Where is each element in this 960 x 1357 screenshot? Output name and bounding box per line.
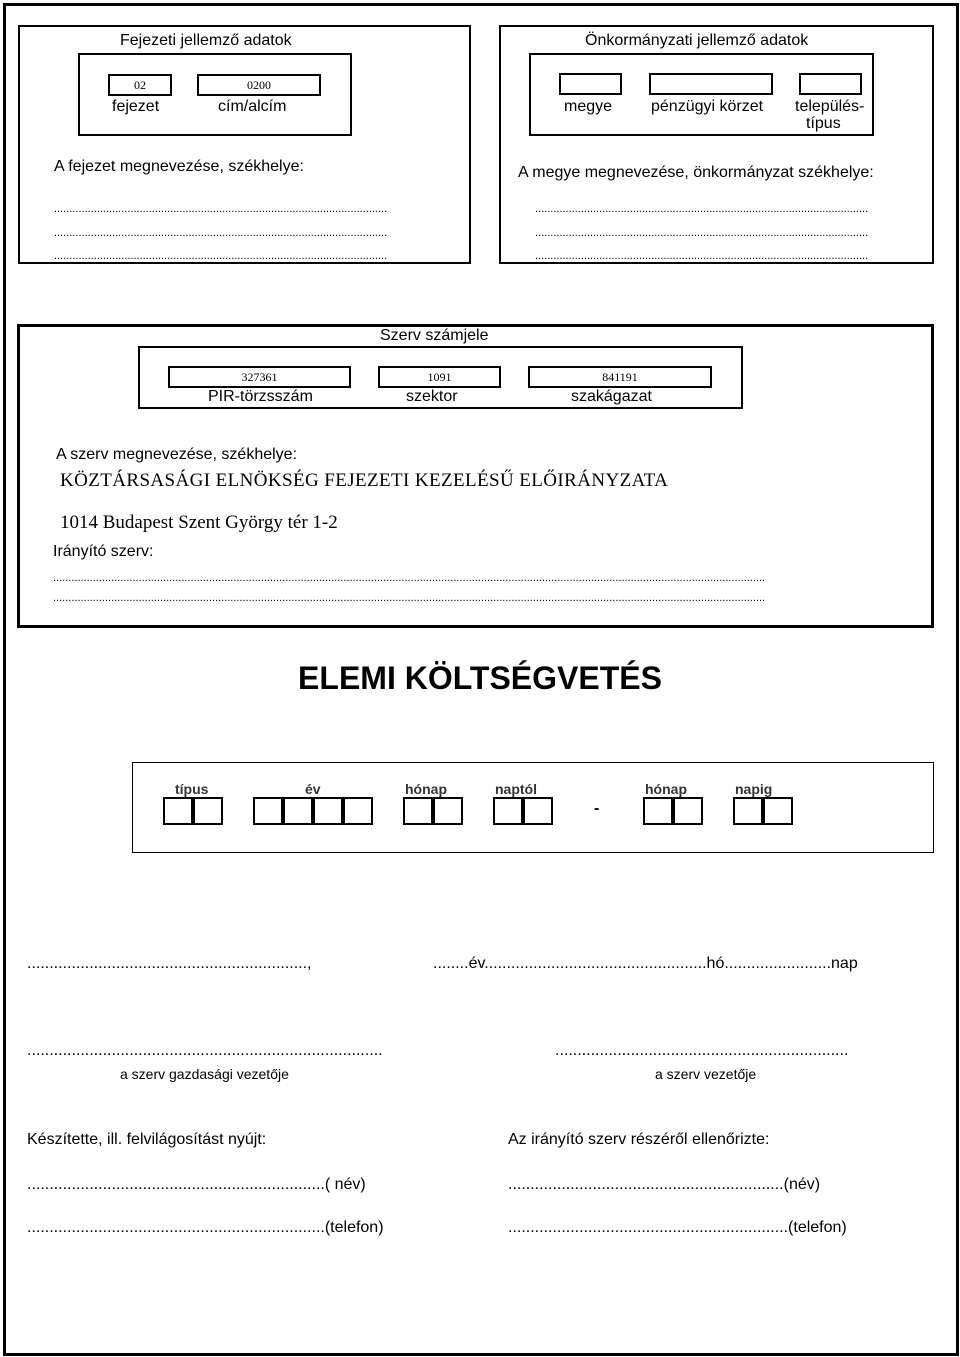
organization-heading: Szerv számjele [380, 327, 489, 344]
organization-name-value: KÖZTÁRSASÁGI ELNÖKSÉG FEJEZETI KEZELÉSŰ ELŐIRÁNYZATA [60, 470, 669, 491]
municipality-name-dots[interactable]: ............................................................................................................. [535, 227, 869, 239]
ev-cell[interactable] [343, 797, 373, 825]
prepared-by-heading: Készítette, ill. felvilágosítást nyújt: [27, 1131, 267, 1148]
fejezet-label: fejezet [112, 98, 160, 115]
checked-by-heading: Az irányító szerv részéről ellenőrizte: [508, 1131, 770, 1148]
szektor-field[interactable]: 1091 [378, 366, 501, 388]
municipality-name-dots[interactable]: ............................................................................................................. [535, 250, 869, 262]
honap-cell[interactable] [433, 797, 463, 825]
telepules-tipus-field[interactable] [799, 73, 862, 95]
checked-by-name[interactable]: ..............................................................(név) [508, 1176, 821, 1193]
napig-cell[interactable] [733, 797, 763, 825]
telepules-label: település- [795, 98, 865, 115]
honap-label: hónap [645, 781, 687, 797]
fejezet-field[interactable]: 02 [108, 74, 172, 96]
szektor-label: szektor [406, 388, 458, 405]
honap-cell[interactable] [643, 797, 673, 825]
financial-head-signature-line[interactable]: ................................................................................ [27, 1042, 383, 1059]
municipality-name-dots[interactable]: ............................................................................................................. [535, 203, 869, 215]
controlling-org-dots[interactable]: ......................................................................................................................................................................................................................................... [53, 572, 766, 584]
naptol-cell[interactable] [493, 797, 523, 825]
naptol-label: naptól [495, 781, 537, 797]
municipality-heading: Önkormányzati jellemző adatok [585, 32, 809, 49]
date-year-month-day[interactable]: ........év..................................................hó........................nap [433, 955, 858, 972]
page-title: ELEMI KÖLTSÉGVETÉS [298, 660, 662, 696]
chapter-name-dots[interactable]: ............................................................................................................. [54, 250, 388, 262]
organization-name-label: A szerv megnevezése, székhelye: [56, 446, 298, 463]
napig-cell[interactable] [763, 797, 793, 825]
tipus-cell[interactable] [193, 797, 223, 825]
prepared-by-phone[interactable]: ...................................................................(telefon) [27, 1219, 384, 1236]
tipus-cell[interactable] [163, 797, 193, 825]
ev-cell[interactable] [313, 797, 343, 825]
naptol-cell[interactable] [523, 797, 553, 825]
pir-label: PIR-törzsszám [208, 388, 313, 405]
napig-label: napig [735, 781, 773, 797]
honap-cell[interactable] [673, 797, 703, 825]
megye-field[interactable] [559, 73, 622, 95]
szakagazat-label: szakágazat [571, 388, 652, 405]
szakagazat-field[interactable]: 841191 [528, 366, 712, 388]
chapter-name-dots[interactable]: ............................................................................................................. [54, 227, 388, 239]
controlling-org-dots[interactable]: ......................................................................................................................................................................................................................................... [53, 592, 766, 604]
chapter-heading: Fejezeti jellemző adatok [120, 32, 292, 49]
date-place[interactable]: ..............................................................., [27, 955, 312, 972]
honap-cell[interactable] [403, 797, 433, 825]
korzet-field[interactable] [649, 73, 773, 95]
chapter-name-label: A fejezet megnevezése, székhelye: [54, 158, 304, 175]
pir-field[interactable]: 327361 [168, 366, 351, 388]
tipus-label: típus [806, 115, 841, 132]
chapter-name-dots[interactable]: ............................................................................................................. [54, 203, 388, 215]
checked-by-phone[interactable]: ...............................................................(telefon) [508, 1219, 847, 1236]
prepared-by-name[interactable]: ...................................................................( név) [27, 1176, 366, 1193]
cim-field[interactable]: 0200 [197, 74, 321, 96]
head-label: a szerv vezetője [655, 1066, 757, 1082]
head-signature-line[interactable]: .................................................................. [555, 1042, 849, 1059]
period-dash: - [594, 800, 600, 817]
megye-label: megye [564, 98, 613, 115]
ev-cell[interactable] [253, 797, 283, 825]
ev-label: év [305, 781, 321, 797]
honap-label: hónap [405, 781, 447, 797]
cim-label: cím/alcím [218, 98, 287, 115]
municipality-name-label: A megye megnevezése, önkormányzat székhelye: [518, 164, 874, 181]
organization-address-value: 1014 Budapest Szent György tér 1-2 [60, 512, 338, 533]
tipus-label: típus [175, 781, 209, 797]
controlling-org-label: Irányító szerv: [53, 543, 154, 560]
financial-head-label: a szerv gazdasági vezetője [120, 1066, 289, 1082]
ev-cell[interactable] [283, 797, 313, 825]
korzet-label: pénzügyi körzet [651, 98, 764, 115]
